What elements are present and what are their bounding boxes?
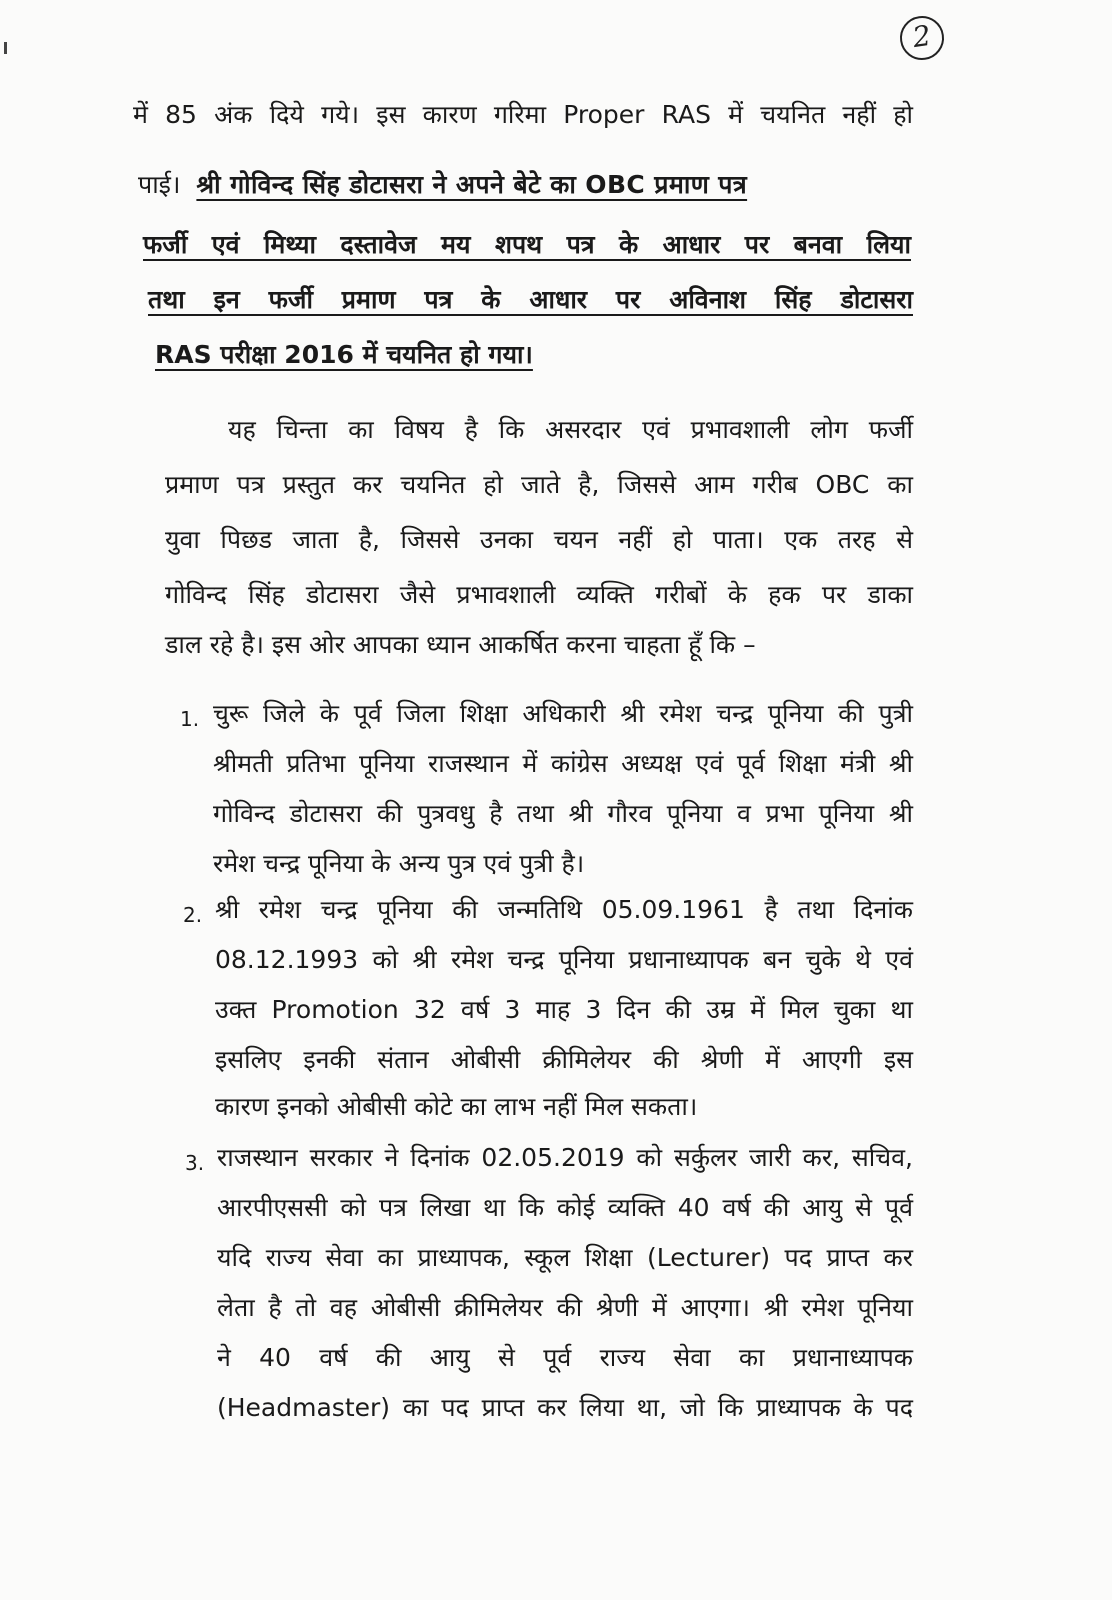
list-item-1-number: 1.: [180, 707, 200, 731]
paragraph1-line5: RAS परीक्षा 2016 में चयनित हो गया।: [155, 340, 533, 369]
list-item-3-line: राजस्थान सरकार ने दिनांक 02.05.2019 को सर्कुलर जारी कर, सचिव,: [217, 1143, 913, 1172]
list-item-3-line: ने 40 वर्ष की आयु से पूर्व राज्य सेवा का प्रधानाध्यापक: [217, 1343, 913, 1372]
list-item-1-line: गोविन्द डोटासरा की पुत्रवधु है तथा श्री गौरव पूनिया व प्रभा पूनिया श्री: [213, 799, 913, 828]
list-item-3-line: लेता है तो वह ओबीसी क्रीमिलेयर की श्रेणी में आएगा। श्री रमेश पूनिया: [217, 1293, 913, 1322]
list-item-2-line: इसलिए इनकी संतान ओबीसी क्रीमिलेयर की श्रेणी में आएगी इस: [215, 1045, 913, 1074]
page-number: 2: [897, 13, 947, 63]
scan-margin-mark: [4, 42, 7, 54]
list-item-1-line: रमेश चन्द्र पूनिया के अन्य पुत्र एवं पुत्री है।: [213, 849, 585, 878]
list-item-2-line: श्री रमेश चन्द्र पूनिया की जन्मतिथि 05.09.1961 है तथा दिनांक: [215, 895, 913, 924]
list-item-1-line: श्रीमती प्रतिभा पूनिया राजस्थान में कांग्रेस अध्यक्ष एवं पूर्व शिक्षा मंत्री श्री: [213, 749, 913, 778]
list-item-3-line: यदि राज्य सेवा का प्राध्यापक, स्कूल शिक्षा (Lecturer) पद प्राप्त कर: [217, 1243, 913, 1272]
paragraph1-line2-bold: श्री गोविन्द सिंह डोटासरा ने अपने बेटे का OBC प्रमाण पत्र: [196, 170, 748, 199]
list-item-2-number: 2.: [183, 903, 203, 927]
paragraph2-line4: गोविन्द सिंह डोटासरा जैसे प्रभावशाली व्यक्ति गरीबों के हक पर डाका: [165, 580, 913, 609]
list-item-2-line: उक्त Promotion 32 वर्ष 3 माह 3 दिन की उम्र में मिल चुका था: [215, 995, 913, 1024]
list-item-3-number: 3.: [185, 1151, 205, 1175]
list-item-3-line: आरपीएससी को पत्र लिखा था कि कोई व्यक्ति 40 वर्ष की आयु से पूर्व: [217, 1193, 913, 1222]
paragraph1-line3: फर्जी एवं मिथ्या दस्तावेज मय शपथ पत्र के आधार पर बनवा लिया: [143, 230, 911, 259]
list-item-2-line: 08.12.1993 को श्री रमेश चन्द्र पूनिया प्रधानाध्यापक बन चुके थे एवं: [215, 945, 913, 974]
list-item-1-line: चुरू जिले के पूर्व जिला शिक्षा अधिकारी श्री रमेश चन्द्र पूनिया की पुत्री: [213, 699, 913, 728]
paragraph1-line4: तथा इन फर्जी प्रमाण पत्र के आधार पर अविनाश सिंह डोटासरा: [148, 285, 913, 314]
paragraph2-line3: युवा पिछड जाता है, जिससे उनका चयन नहीं हो पाता। एक तरह से: [165, 525, 913, 554]
paragraph2-line2: प्रमाण पत्र प्रस्तुत कर चयनित हो जाते है, जिससे आम गरीब OBC का: [165, 470, 913, 499]
list-item-2-line: कारण इनको ओबीसी कोटे का लाभ नहीं मिल सकता।: [215, 1092, 698, 1121]
paragraph1-line1: में 85 अंक दिये गये। इस कारण गरिमा Proper RAS में चयनित नहीं हो: [133, 100, 913, 129]
list-item-3-line: (Headmaster) का पद प्राप्त कर लिया था, जो कि प्राध्यापक के पद: [217, 1393, 913, 1422]
paragraph1-line2-plain: पाई।: [138, 170, 181, 199]
paragraph2-line5: डाल रहे है। इस ओर आपका ध्यान आकर्षित करना चाहता हूँ कि –: [165, 630, 756, 659]
paragraph1-line2: [138, 168, 918, 202]
paragraph2-line1: यह चिन्ता का विषय है कि असरदार एवं प्रभावशाली लोग फर्जी: [228, 415, 913, 444]
